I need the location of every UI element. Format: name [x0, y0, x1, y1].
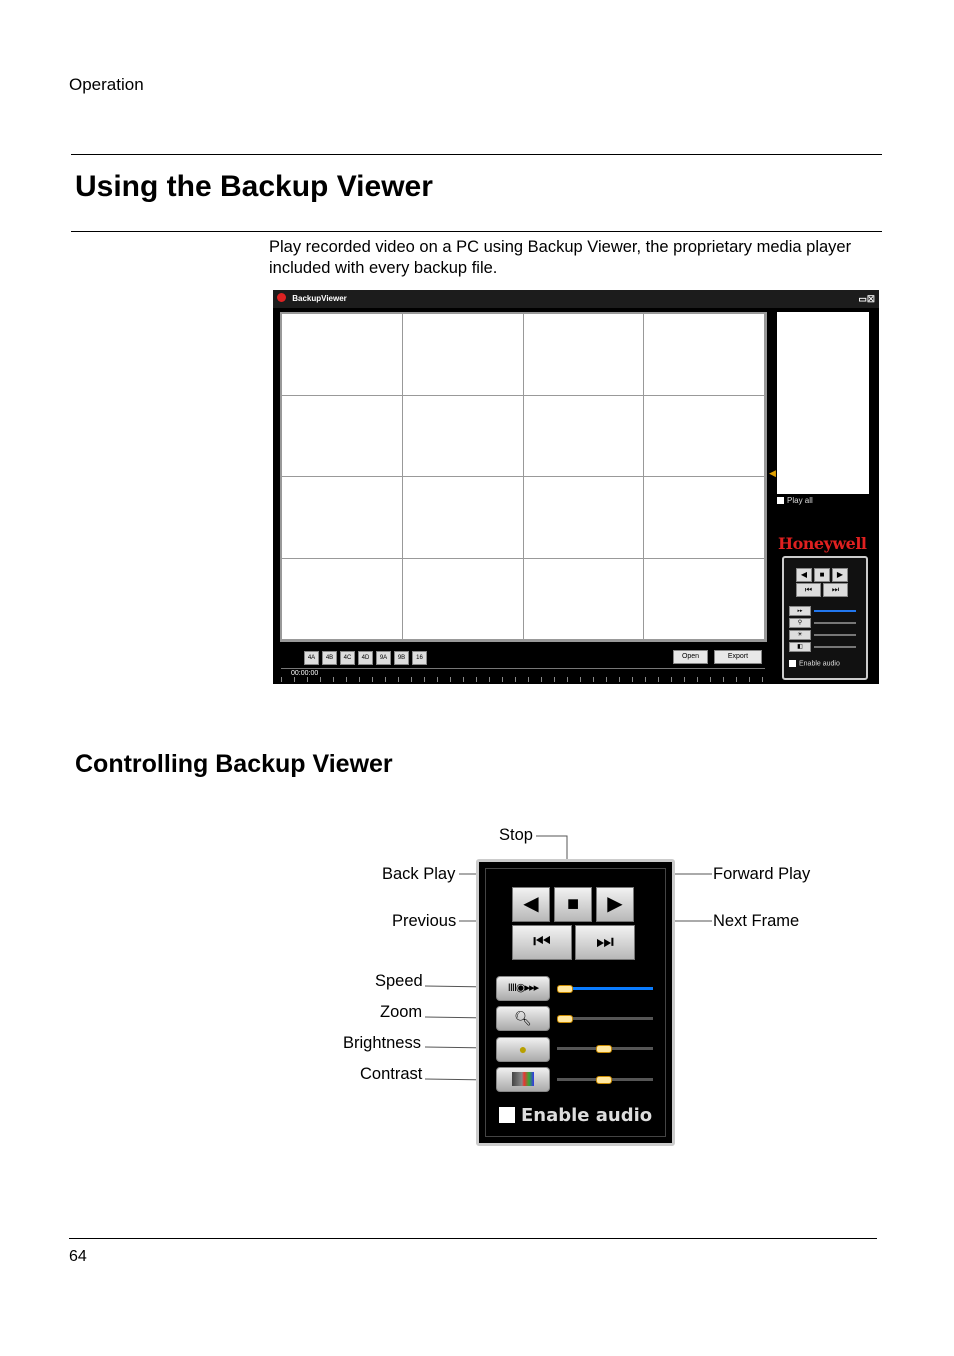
split-4c-button[interactable]: 4C	[340, 651, 355, 665]
control-panel	[476, 859, 675, 1146]
previous-frame-button[interactable]: ⏮	[796, 583, 821, 597]
label-back-play: Back Play	[382, 865, 456, 883]
label-forward-play: Forward Play	[713, 865, 811, 883]
back-play-button[interactable]: ◀	[512, 887, 550, 922]
section-heading: Controlling Backup Viewer	[75, 750, 393, 778]
split-9b-button[interactable]: 9B	[394, 651, 409, 665]
play-all-label: Play all	[787, 496, 813, 505]
split-16-button[interactable]: 16	[412, 651, 427, 665]
enable-audio-checkbox[interactable]	[499, 1105, 652, 1126]
contrast-icon[interactable]	[496, 1067, 550, 1092]
viewer-title: BackupViewer	[292, 294, 347, 303]
zoom-icon[interactable]: ⚲	[789, 618, 811, 628]
running-header: Operation	[69, 75, 144, 94]
label-brightness: Brightness	[343, 1034, 421, 1052]
honeywell-logo: Honeywell	[778, 534, 867, 553]
next-frame-button[interactable]: ⏭	[575, 925, 635, 960]
page-number: 64	[69, 1248, 87, 1265]
forward-play-button[interactable]: ▶	[596, 887, 634, 922]
speed-icon[interactable]: IIII◉▸▸▸	[496, 976, 550, 1001]
zoom-slider-knob[interactable]	[557, 1015, 573, 1023]
page-title: Using the Backup Viewer	[75, 170, 433, 203]
split-4a-button[interactable]: 4A	[304, 651, 319, 665]
label-contrast: Contrast	[360, 1065, 423, 1083]
enable-audio-label: Enable audio	[799, 660, 840, 668]
split-9a-button[interactable]: 9A	[376, 651, 391, 665]
label-stop: Stop	[499, 826, 533, 844]
speed-icon[interactable]: ▸▸	[789, 606, 811, 616]
label-speed: Speed	[375, 972, 423, 990]
split-4b-button[interactable]: 4B	[322, 651, 337, 665]
speed-slider-knob[interactable]	[557, 985, 573, 993]
export-button[interactable]: Export	[714, 650, 762, 664]
intro-paragraph: Play recorded video on a PC using Backup Viewer, the proprietary media player included with every backup file.	[269, 238, 852, 277]
checkbox-icon[interactable]	[499, 1107, 515, 1123]
contrast-icon[interactable]: ◧	[789, 642, 811, 652]
zoom-icon[interactable]: 🔍︎	[496, 1006, 550, 1031]
back-play-button[interactable]: ◀	[796, 568, 812, 582]
timeline-timecode: 00:00:00	[291, 670, 319, 677]
brightness-icon[interactable]: ●	[496, 1037, 550, 1062]
contrast-slider-knob[interactable]	[596, 1076, 612, 1084]
forward-play-button[interactable]: ▶	[832, 568, 848, 582]
split-4d-button[interactable]: 4D	[358, 651, 373, 665]
brightness-slider-knob[interactable]	[596, 1045, 612, 1053]
collapse-arrow-icon[interactable]: ◀	[769, 468, 776, 478]
window-controls-icon[interactable]: ▭☒	[858, 294, 875, 304]
stop-button[interactable]: ■	[814, 568, 830, 582]
contrast-swatch	[512, 1072, 534, 1086]
open-button[interactable]: Open	[673, 650, 708, 664]
label-next-frame: Next Frame	[713, 912, 800, 930]
previous-frame-button[interactable]: ⏮	[512, 925, 572, 960]
brightness-icon[interactable]: ☀	[789, 630, 811, 640]
label-previous: Previous	[392, 912, 457, 930]
footer-rule	[69, 1238, 877, 1239]
stop-button[interactable]: ■	[554, 887, 592, 922]
enable-audio-label: Enable audio	[521, 1105, 653, 1126]
label-zoom: Zoom	[380, 1003, 423, 1021]
next-frame-button[interactable]: ⏭	[823, 583, 848, 597]
